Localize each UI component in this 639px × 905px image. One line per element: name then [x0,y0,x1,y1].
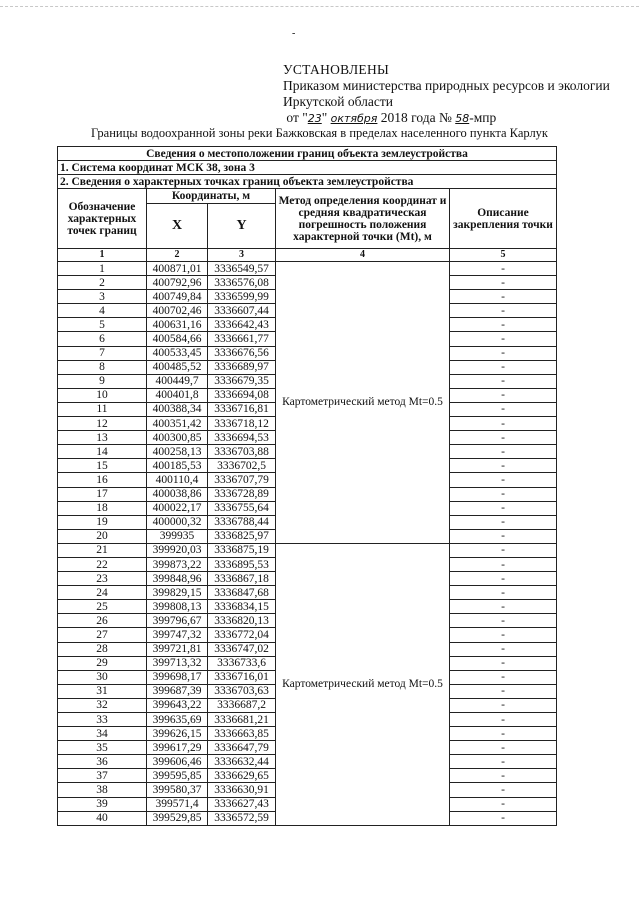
coord-y: 3336689,97 [208,360,276,374]
fixing-description: - [450,727,557,741]
point-number: 32 [58,698,147,712]
point-number: 31 [58,684,147,698]
coord-x: 399721,81 [147,642,208,656]
date-month-handwritten: октября [330,112,378,125]
fixing-description: - [450,487,557,501]
coord-x: 400110,4 [147,473,208,487]
coord-y: 3336847,68 [208,586,276,600]
fixing-description: - [450,332,557,346]
table-caption: Сведения о местоположении границ объекта землеустройства [58,147,557,161]
coord-x: 400000,32 [147,515,208,529]
fixing-description: - [450,501,557,515]
fixing-description: - [450,670,557,684]
coord-x: 399920,03 [147,543,208,557]
method-cell: Картометрический метод Mt=0.5 [276,262,450,544]
coordinate-system: 1. Система координат МСК 38, зона 3 [58,161,557,175]
point-number: 5 [58,318,147,332]
coord-y: 3336703,63 [208,684,276,698]
fixing-description: - [450,572,557,586]
fixing-description: - [450,684,557,698]
fixing-description: - [450,473,557,487]
coord-y: 3336572,59 [208,811,276,825]
fixing-description: - [450,642,557,656]
col-header-x: X [147,204,208,249]
fixing-description: - [450,431,557,445]
point-number: 20 [58,529,147,543]
col-header-y: Y [208,204,276,249]
fixing-description: - [450,543,557,557]
coord-y: 3336687,2 [208,698,276,712]
point-number: 10 [58,388,147,402]
point-number: 24 [58,586,147,600]
order-suffix: -мпр [469,110,497,125]
point-number: 28 [58,642,147,656]
point-number: 7 [58,346,147,360]
fixing-description: - [450,755,557,769]
fixing-description: - [450,374,557,388]
fixing-description: - [450,388,557,402]
coord-x: 399580,37 [147,783,208,797]
document-title: Границы водоохранной зоны реки Бажковская в пределах населенного пункта Карлук [90,126,549,140]
coord-y: 3336607,44 [208,304,276,318]
fixing-description: - [450,529,557,543]
point-number: 21 [58,543,147,557]
date-prefix: от " [286,110,308,125]
point-number: 39 [58,797,147,811]
coord-y: 3336875,19 [208,543,276,557]
coord-x: 400871,01 [147,262,208,276]
fixing-description: - [450,402,557,416]
fixing-description: - [450,459,557,473]
coord-x: 399848,96 [147,572,208,586]
point-number: 34 [58,727,147,741]
fixing-description: - [450,811,557,825]
coord-y: 3336676,56 [208,346,276,360]
fixing-description: - [450,417,557,431]
coord-y: 3336733,6 [208,656,276,670]
coord-y: 3336825,97 [208,529,276,543]
fixing-description: - [450,741,557,755]
coord-x: 400258,13 [147,445,208,459]
coord-y: 3336716,81 [208,402,276,416]
point-number: 2 [58,276,147,290]
point-number: 26 [58,614,147,628]
coord-x: 399873,22 [147,557,208,571]
point-number: 40 [58,811,147,825]
fixing-description: - [450,600,557,614]
point-number: 27 [58,628,147,642]
coord-x: 400351,42 [147,417,208,431]
coord-x: 399698,17 [147,670,208,684]
boundary-points-table [57,146,557,826]
point-number: 8 [58,360,147,374]
col-header-method: Метод определения координат и средняя квадратическая погрешность положения характерной точки (Mt), м [276,189,450,249]
coord-x: 399713,32 [147,656,208,670]
point-number: 38 [58,783,147,797]
coord-x: 399935 [147,529,208,543]
point-number: 13 [58,431,147,445]
approval-line-1: Приказом министерства природных ресурсов и экологии [283,78,610,93]
method-cell: Картометрический метод Mt=0.5 [276,543,450,825]
fixing-description: - [450,557,557,571]
coord-x: 399617,29 [147,741,208,755]
point-number: 1 [58,262,147,276]
coord-y: 3336772,04 [208,628,276,642]
col-header-coords: Координаты, м [147,189,276,204]
coord-x: 400749,84 [147,290,208,304]
coord-y: 3336703,88 [208,445,276,459]
coord-x: 399643,22 [147,698,208,712]
point-number: 36 [58,755,147,769]
coord-x: 399606,46 [147,755,208,769]
coord-y: 3336867,18 [208,572,276,586]
table-row [58,543,557,557]
point-number: 33 [58,713,147,727]
fixing-description: - [450,586,557,600]
column-number: 3 [208,249,276,262]
coord-x: 399829,15 [147,586,208,600]
point-number: 11 [58,402,147,416]
coord-x: 399687,39 [147,684,208,698]
coord-y: 3336718,12 [208,417,276,431]
column-number: 4 [276,249,450,262]
fixing-description: - [450,614,557,628]
coord-x: 400702,46 [147,304,208,318]
fixing-description: - [450,698,557,712]
point-number: 15 [58,459,147,473]
date-year: 2018 года № [380,110,452,125]
point-number: 16 [58,473,147,487]
fixing-description: - [450,276,557,290]
fixing-description: - [450,304,557,318]
coord-x: 399626,15 [147,727,208,741]
fixing-description: - [450,783,557,797]
fixing-description: - [450,656,557,670]
coord-x: 399796,67 [147,614,208,628]
coord-x: 399595,85 [147,769,208,783]
col-header-point: Обозначение характерных точек границ [58,189,147,249]
fixing-description: - [450,628,557,642]
point-number: 18 [58,501,147,515]
point-number: 30 [58,670,147,684]
coord-x: 399571,4 [147,797,208,811]
coord-y: 3336694,53 [208,431,276,445]
fixing-description: - [450,797,557,811]
coord-x: 400038,86 [147,487,208,501]
coord-x: 400388,34 [147,402,208,416]
col-header-description: Описание закрепления точки [450,189,557,249]
point-number: 23 [58,572,147,586]
coord-x: 400022,17 [147,501,208,515]
coord-y: 3336663,85 [208,727,276,741]
order-number-handwritten: 58 [455,112,470,125]
coord-y: 3336627,43 [208,797,276,811]
fixing-description: - [450,713,557,727]
coord-x: 400401,8 [147,388,208,402]
point-number: 9 [58,374,147,388]
column-number: 2 [147,249,208,262]
date-day-handwritten: 23 [307,112,322,125]
coord-y: 3336834,15 [208,600,276,614]
coord-y: 3336820,13 [208,614,276,628]
coord-y: 3336707,79 [208,473,276,487]
approval-title: УСТАНОВЛЕНЫ [283,62,390,77]
fixing-description: - [450,346,557,360]
column-number: 5 [450,249,557,262]
fixing-description: - [450,445,557,459]
coord-y: 3336747,02 [208,642,276,656]
coord-y: 3336630,91 [208,783,276,797]
column-number: 1 [58,249,147,262]
fixing-description: - [450,318,557,332]
coord-y: 3336632,44 [208,755,276,769]
coord-x: 400631,16 [147,318,208,332]
point-number: 12 [58,417,147,431]
point-number: 35 [58,741,147,755]
coord-y: 3336728,89 [208,487,276,501]
coord-y: 3336716,01 [208,670,276,684]
coord-y: 3336694,08 [208,388,276,402]
coord-y: 3336679,35 [208,374,276,388]
point-number: 37 [58,769,147,783]
point-number: 29 [58,656,147,670]
coord-x: 399808,13 [147,600,208,614]
coord-x: 399529,85 [147,811,208,825]
coord-x: 400449,7 [147,374,208,388]
coord-y: 3336629,65 [208,769,276,783]
table-row [58,262,557,276]
coord-x: 399747,32 [147,628,208,642]
point-number: 22 [58,557,147,571]
coord-y: 3336755,64 [208,501,276,515]
point-number: 3 [58,290,147,304]
approval-block [283,62,610,127]
coord-y: 3336702,5 [208,459,276,473]
date-mid: " [321,110,328,125]
column-number-row [58,249,557,262]
points-section-heading: 2. Сведения о характерных точках границ объекта землеустройства [58,175,557,189]
coord-x: 400300,85 [147,431,208,445]
scan-top-edge [0,6,639,7]
coord-x: 400792,96 [147,276,208,290]
coord-y: 3336576,08 [208,276,276,290]
point-number: 19 [58,515,147,529]
fixing-description: - [450,262,557,276]
approval-date-line [283,110,610,127]
coord-x: 400185,53 [147,459,208,473]
point-number: 4 [58,304,147,318]
coord-x: 399635,69 [147,713,208,727]
point-number: 17 [58,487,147,501]
point-number: 14 [58,445,147,459]
coord-y: 3336647,79 [208,741,276,755]
scan-mark: - [292,28,296,39]
coord-y: 3336895,53 [208,557,276,571]
fixing-description: - [450,360,557,374]
coord-y: 3336599,99 [208,290,276,304]
coord-y: 3336549,57 [208,262,276,276]
coord-x: 400584,66 [147,332,208,346]
coord-y: 3336661,77 [208,332,276,346]
coord-y: 3336642,43 [208,318,276,332]
coord-x: 400533,45 [147,346,208,360]
approval-line-2: Иркутской области [283,94,394,109]
coord-x: 400485,52 [147,360,208,374]
coord-y: 3336788,44 [208,515,276,529]
point-number: 6 [58,332,147,346]
fixing-description: - [450,515,557,529]
fixing-description: - [450,769,557,783]
fixing-description: - [450,290,557,304]
coord-y: 3336681,21 [208,713,276,727]
point-number: 25 [58,600,147,614]
